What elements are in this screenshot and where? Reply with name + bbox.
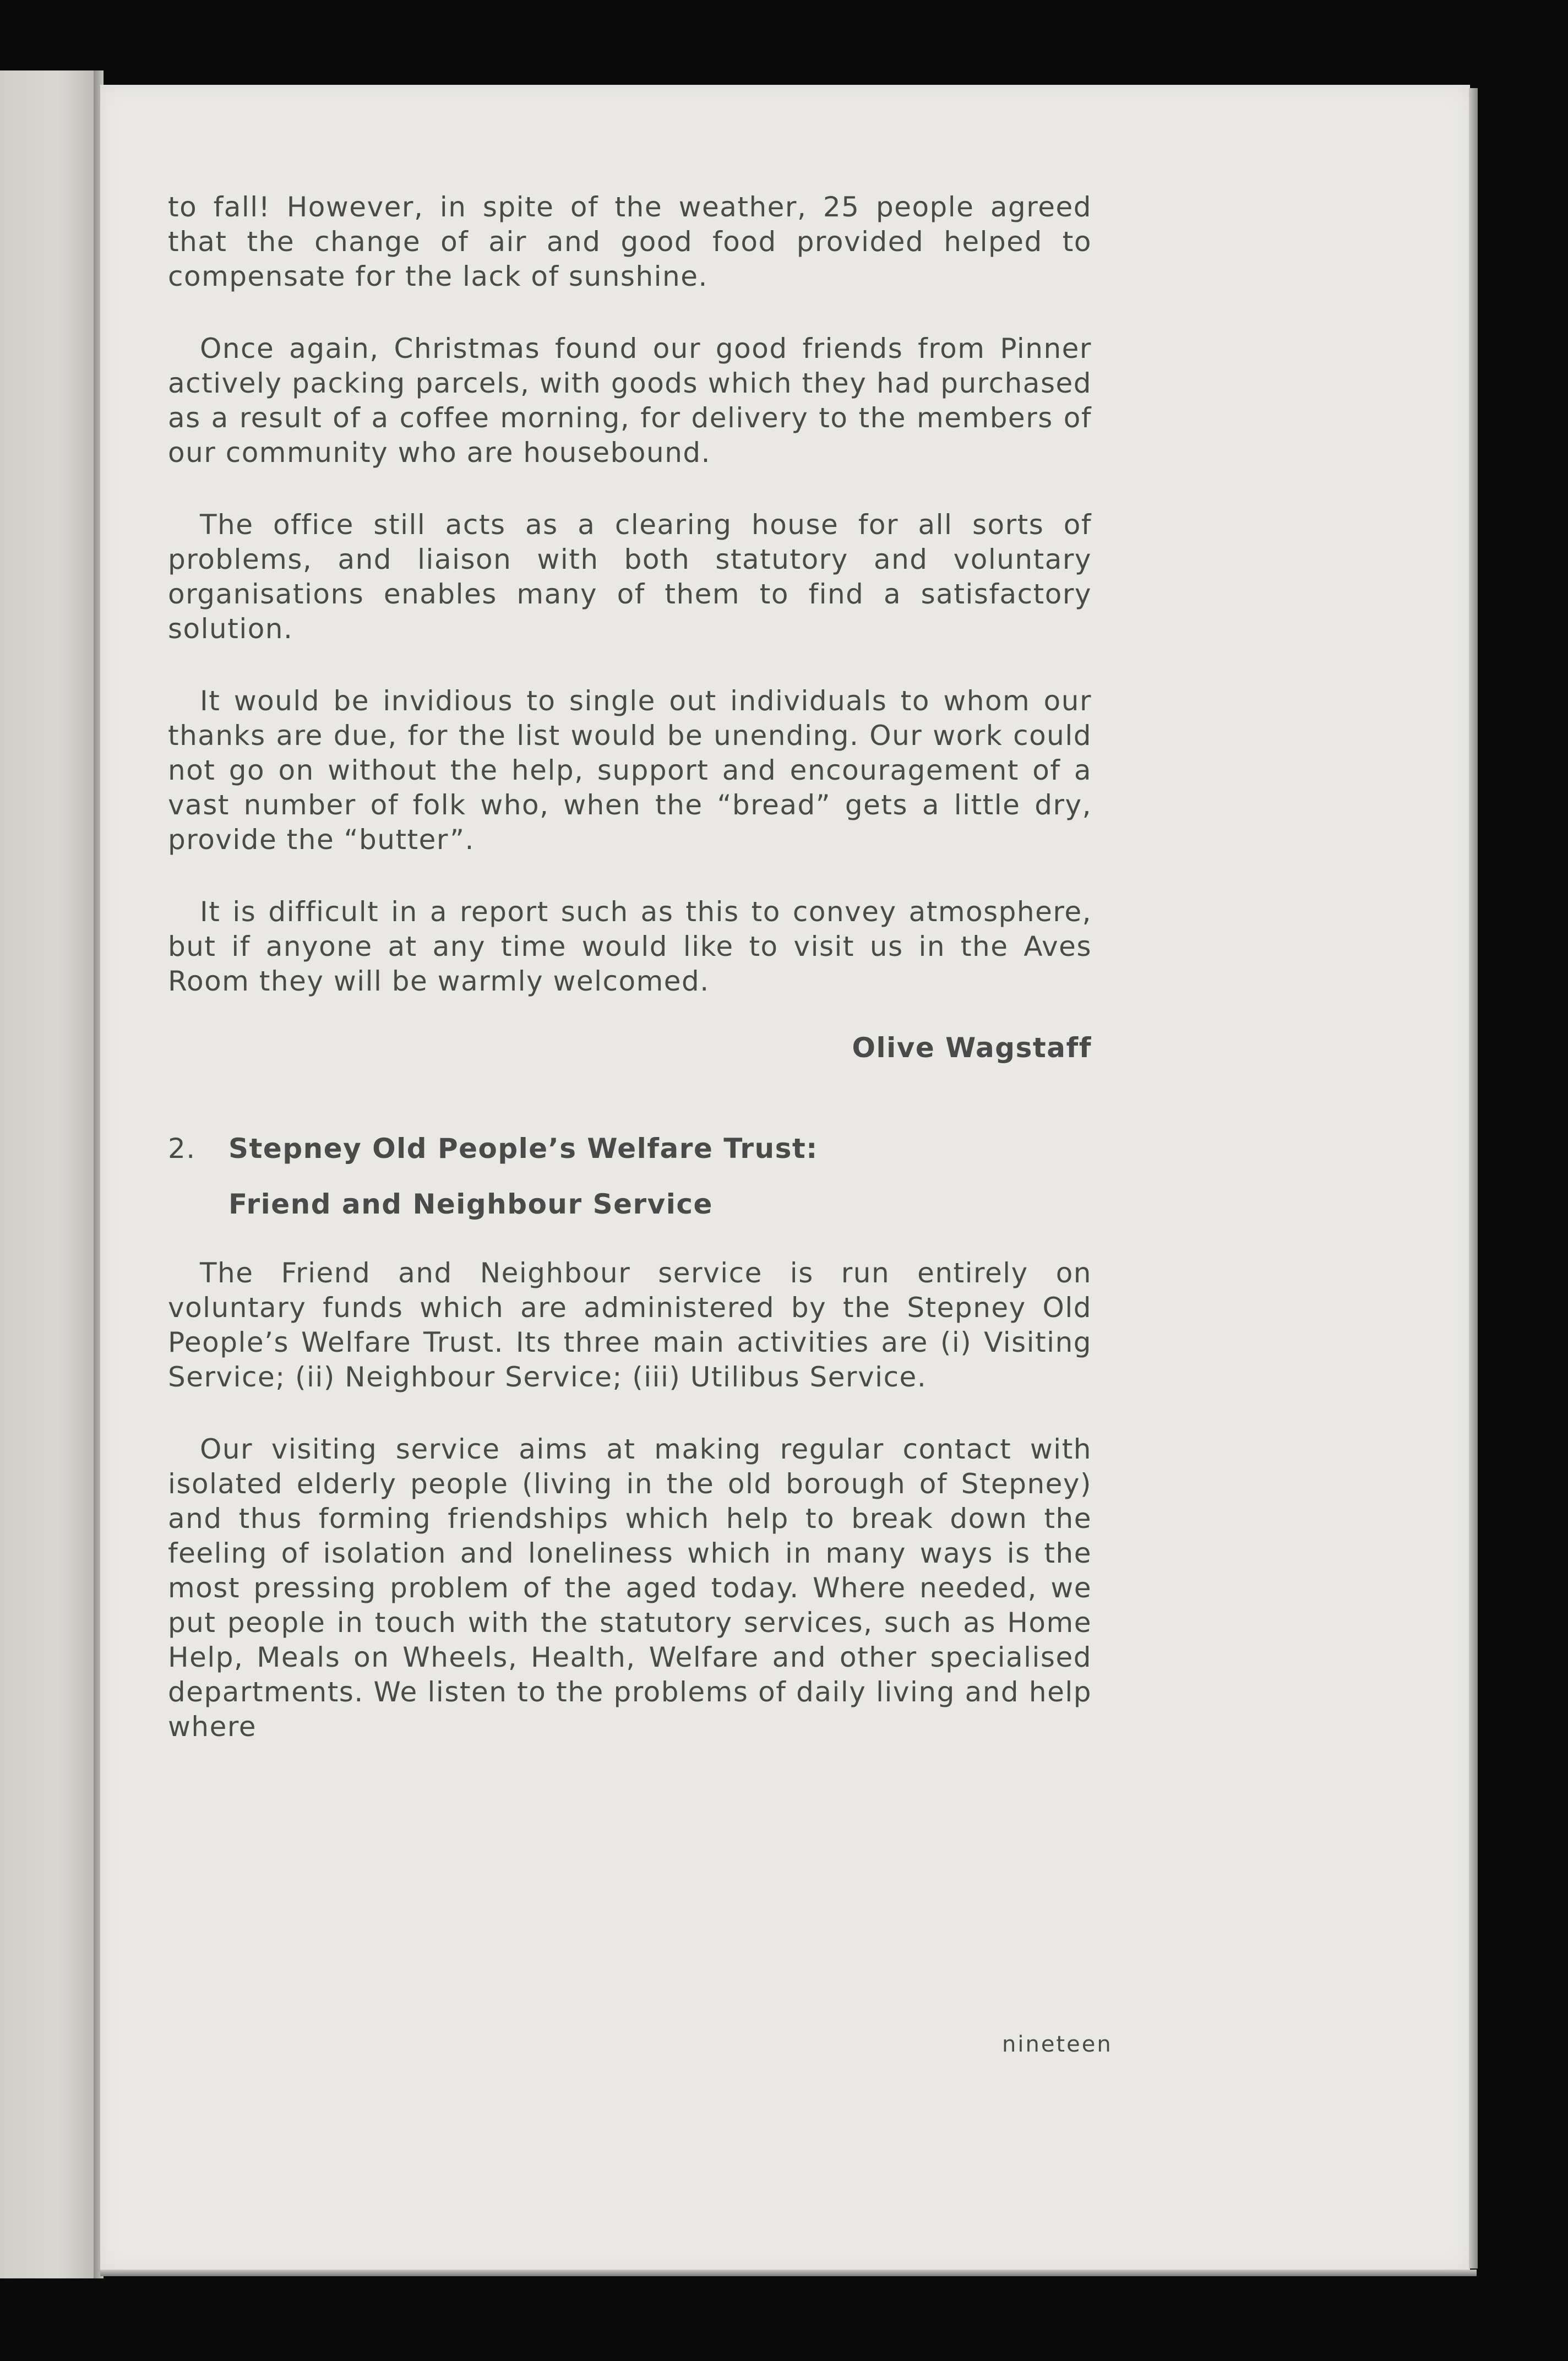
paragraph-funding: The Friend and Neighbour service is run entirely on voluntary funds which are administered by the Stepney Old People’s Welfare Trust. Its three main activities are (i) Visiting Service; (ii) Neighbour Service; (iii) Utilibus Service. (168, 1257, 1092, 1393)
section-title: Stepney Old People’s Welfare Trust: (228, 1133, 818, 1165)
page-text (168, 190, 1092, 1782)
section-number: 2. (168, 1133, 196, 1165)
page-right-edge (1469, 88, 1478, 2268)
section-subtitle: Friend and Neighbour Service (228, 1188, 713, 1220)
paragraph-thanks: It would be invidious to single out individuals to whom our thanks are due, for the list would be unending. Our work could not go on without the help, support and encouragement of a vast number of folk who, when the “bread” gets a little dry, provide the “butter”. (168, 685, 1092, 856)
page-bottom-edge (100, 2270, 1477, 2276)
page-number: nineteen (1002, 2032, 1113, 2057)
paragraph-weather: to fall! However, in spite of the weather, 25 people agreed that the change of air and good food provided helped to compensate for the lack of sunshine. (168, 191, 1092, 292)
signature: Olive Wagstaff (852, 1032, 1092, 1064)
facing-page-edge (0, 70, 98, 2278)
paragraph-office: The office still acts as a clearing house for all sorts of problems, and liaison with both statutory and voluntary organisations enables many of them to find a satisfactory solution. (168, 509, 1092, 645)
paragraph-christmas: Once again, Christmas found our good friends from Pinner actively packing parcels, with goods which they had purchased as a result of a coffee morning, for delivery to the members of our community who are housebound. (168, 333, 1092, 469)
paragraph-atmosphere: It is difficult in a report such as this to convey atmosphere, but if anyone at any time would like to visit us in the Aves Room they will be warmly welcomed. (168, 896, 1092, 997)
paragraph-visiting: Our visiting service aims at making regular contact with isolated elderly people (living in the old borough of Stepney) and thus forming friendships which help to break down the feeling of isolation and loneliness which in many ways is the most pressing problem of the aged today. Where needed, we put people in touch with the statutory services, such as Home Help, Meals on Wheels, Health, Welfare and other specialised departments. We listen to the problems of daily living and help where (168, 1433, 1092, 1743)
section-heading (168, 1131, 1092, 1166)
